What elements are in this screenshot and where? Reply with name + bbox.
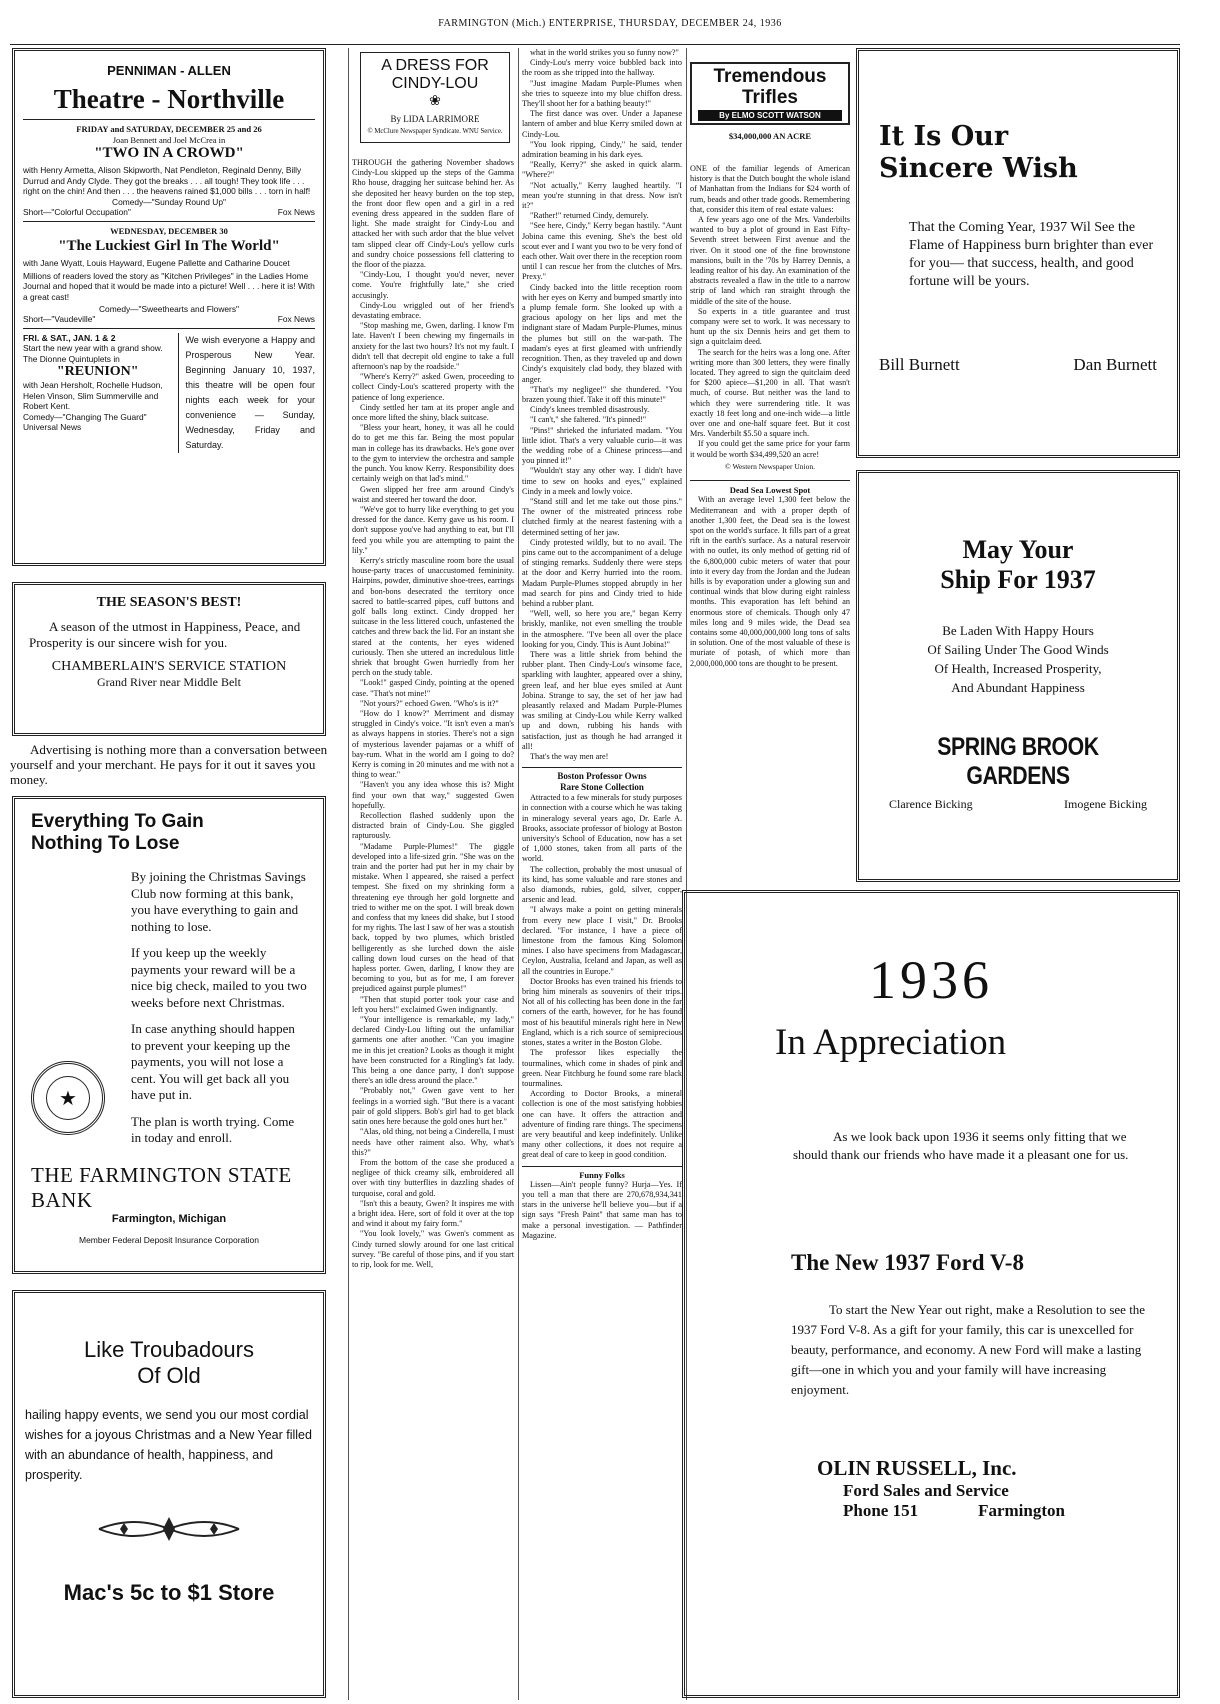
sec2-short-row <box>23 314 315 324</box>
story-paragraph: "Alas, old thing, not being a Cinderella, I must needs have other raiment also. Why, what's this?" <box>352 1127 514 1157</box>
story-paragraph: "Wouldn't stay any other way. I didn't have time to sew on hooks and eyes," explained Cindy in a meek and lowly voice. <box>522 466 682 496</box>
divider <box>522 767 682 768</box>
deadsea-title: Dead Sea Lowest Spot <box>729 485 811 496</box>
seasons-ad <box>12 582 326 736</box>
ford-year: 1936 <box>869 950 993 1010</box>
story-paragraph: "Stand still and let me take out those pins." The owner of the mistreated princess robe clutched firmly at the nearest fastening with a determined setting of her jaw. <box>522 496 682 537</box>
sec2-news: Fox News <box>277 314 315 324</box>
sec3 <box>23 333 315 453</box>
story-paragraph: THROUGH the gathering November shadows Cindy-Lou skipped up the steps of the Gamma Rho house, dragging her suitcase behind her. As she deposited her heavy burden on the top step, the front door flew open and a girl in a red evening dress appeared in the sudden flare of light. She made straight for Cindy-Lou and attacked her with such ardor that the blue velvet tam slipped clear off Cindy-Lou's yellow curls and sundry choice possessions fell clattering to the floor of the piazza. <box>352 158 514 270</box>
masthead-rule <box>10 44 1180 45</box>
story-paragraph: "That's my negligee!" she thundered. "You brazen young thief. Take it off this minute!" <box>522 384 682 404</box>
story-paragraph: "Well, well, so here you are," began Kerry briskly, manlike, not even smelling the trouble in the atmosphere. "I've been all over the place looking for you, Cindy. This is Aunt Jobina!" <box>522 609 682 649</box>
bank-p3-wrap <box>31 1021 307 1110</box>
story-paragraph: "Cindy-Lou, I thought you'd never, never come. You're frightfully late," she cried accusingly. <box>352 270 514 300</box>
story-paragraph: Cindy-Lou's merry voice bubbled back into the room as she tripped into the hallway. <box>522 58 682 78</box>
story-paragraph: "You look ripping, Cindy," he said, tender admiration beaming in his dark eyes. <box>522 139 682 160</box>
springbrook-owner1: Clarence Bicking <box>889 797 973 811</box>
masthead: FARMINGTON (Mich.) ENTERPRISE, THURSDAY, DECEMBER 24, 1936 <box>438 18 782 29</box>
springbrook-name: SPRING BROOK GARDENS <box>937 733 1099 790</box>
story-paragraph: "Bless your heart, honey, it was all he could do to get me this far. Being the most popular man in college has its drawbacks. He's gone over to the gym to interview the orchestra and sample the punch. You know Kerry. Responsibility does certainly weigh on that lad's mind." <box>352 423 514 484</box>
story-paragraph: From the bottom of the case she produced a negligee of thick creamy silk, embroidered all over with tiny butterflies in dazzling shades of turquoise, coral and gold. <box>352 1157 514 1198</box>
story-paragraph: The first dance was over. Under a Japanese lantern of amber and blue Kerry smiled down at Cindy-Lou. <box>522 109 682 139</box>
springbrook-line2: Of Sailing Under The Good Winds <box>927 642 1109 657</box>
trifles-paragraph: If you could get the same price for your farm it would be worth $34,499,520 an acre! <box>690 439 850 459</box>
story-paragraph: "Madame Purple-Plumes!" The giggle developed into a life-sized grin. "She was on the train and the porter had put her in my chair by mistake. When I appeared, she raised a perfect tempest. She fixed on my shrinking form a threatening eye through her gold lorgnette and tried to wither me on the spot. I will break down and confess that my knees did shake, but I stood for my rights. The last I saw of her was a stoutish back, topped by two plumes, which bristled belligerently as she lurched down the aisle calling down loud curses on the head of that hapless porter. Gwen, darling, I know they are becoming to you, but as for me, I am forever prejudiced against purple plumes!" <box>352 841 514 994</box>
story-paragraph: "Look!" gasped Cindy, pointing at the opened case. "That's not mine!" <box>352 678 514 698</box>
bank-p4: The plan is worth trying. Come in today and enroll. <box>131 1113 295 1145</box>
story-paragraph: "We've got to hurry like everything to get you dressed for the dance. Kerry gave us his room. I don't suppose you've had anything to eat, but I'll feed you while you are attempting to paint the lily." <box>352 504 514 555</box>
troubadours-body: hailing happy events, we send you our most cordial wishes for a joyous Christmas and a New Year filled with an abundance of health, happiness, and prosperity. <box>25 1408 312 1482</box>
story-paragraph: "Then that stupid porter took your case and left you hers!" exclaimed Gwen indignantly. <box>352 994 514 1014</box>
divider <box>23 221 315 222</box>
trifles-sub: $34,000,000 AN ACRE <box>728 131 812 141</box>
story-paragraph: "Where's Kerry?" asked Gwen, proceeding to collect Cindy-Lou's scattered property with the patience of long experience. <box>352 372 514 402</box>
boston-paragraph: The collection, probably the most unusual of its kind, has some valuable and rare stones and also diamonds, rubies, gold, silver, copper, arsenic and lead. <box>522 864 682 905</box>
sec3-divider <box>178 333 179 453</box>
divider <box>522 1166 682 1167</box>
ford-ad <box>682 890 1180 1698</box>
burnett-title1: It Is Our <box>879 121 1009 152</box>
burnett-name1: Bill Burnett <box>879 355 960 374</box>
fdic-seal-icon: ★ <box>31 1061 105 1135</box>
theatre-ad <box>12 48 326 566</box>
springbrook-owner2: Imogene Bicking <box>1064 797 1147 811</box>
funny-body: Lissen—Ain't people funny? Hurja—Yes. If you tell a man that there are 270,678,934,341 stars in the universe he'll believe you—but if a sign says "Fresh Paint" that same man has to make a personal investigation. — Pathfinder Magazine. <box>522 1179 682 1240</box>
column-rule <box>518 48 519 1700</box>
troubadours-ad <box>12 1290 326 1698</box>
sec3-news: Universal News <box>23 422 82 432</box>
seasons-address: Grand River near Middle Belt <box>97 675 241 689</box>
story-paragraph: "You look lovely," was Gwen's comment as Cindy turned slowly around for one last critical survey. "Be careful of those pins, and if you start to rip, look for me. Well, <box>352 1229 514 1269</box>
springbrook-line3: Of Health, Increased Prosperity, <box>934 661 1102 676</box>
sec2-body: Millions of readers loved the story as "Kitchen Privileges" in the Ladies Home Journal and hoped that it would be made into a picture! Well . . . here it is! With a great cast! <box>23 270 315 302</box>
sec3-date: FRI. & SAT., JAN. 1 & 2 <box>23 333 116 343</box>
boston-paragraph: "I always make a point on getting minerals from every new place I visit," Dr. Brooks declared. "For instance, I have a piece of limestone from the famous King Solomon mines. I also have specimens from Madagascar, Ceylon, Australia, Iceland and Japan, as well as all the countries in Europe." <box>522 905 682 976</box>
story-continued <box>522 48 682 762</box>
story-paragraph: There was a little shriek from behind the rubber plant. Then Cindy-Lou's winsome face, sparkling with laughter, appeared over a shiny, green leaf, and her blue eyes smiled at Aunt Jobina. Strange to say, the set of her jaw had pleasantly relaxed and Madam Purple-Plumes was smiling at Cindy-Lou while Kerry walked up and down, rubbing his hands with satisfaction, just as though he had arranged it all! <box>522 649 682 751</box>
ford-phone: Phone 151 <box>843 1501 919 1520</box>
sec2-comedy: Comedy—"Sweethearts and Flowers" <box>98 304 239 314</box>
story-paragraph: "Really, Kerry?" she asked in quick alarm. "Where?" <box>522 160 682 180</box>
ornament-icon <box>25 1511 313 1552</box>
bank-p1: By joining the Christmas Savings Club now forming at this bank, you have everything to gain and nothing to lose. <box>131 869 306 934</box>
bank-city: Farmington, Michigan <box>111 1212 227 1225</box>
trifles-paragraph: A few years ago one of the Mrs. Vanderbilts wanted to buy a plot of ground in East Fifty-Seventh street between First avenue and the river. On it stood one of the fine brownstone mansions, built in the '70s by Harrey Dennis, a leading realtor of his day. An examination of the abstracts revealed a flaw in the title to a narrow strip of land which ran straight through the middle of the site of the house. <box>690 215 850 306</box>
trifles-byline: By ELMO SCOTT WATSON <box>698 110 842 121</box>
theatre-top: PENNIMAN - ALLEN <box>107 63 231 78</box>
sec1-short-row <box>23 207 315 217</box>
sec2-title: "The Luckiest Girl In The World" <box>58 238 280 254</box>
advertising-note: Advertising is nothing more than a conversation between yourself and your merchant. He pays for it out it saves you money. <box>10 742 328 787</box>
sec3-cast: with Jean Hersholt, Rochelle Hudson, Helen Vinson, Slim Summerville and Robert Kent. <box>23 380 163 411</box>
column-2 <box>522 48 682 1698</box>
ford-city: Farmington <box>978 1501 1065 1520</box>
story-paragraph: Recollection flashed suddenly upon the distracted brain of Cindy-Lou. She giggled rapturously. <box>352 811 514 841</box>
story-paragraph: "I can't," she faltered. "It's pinned!" <box>530 415 647 425</box>
bank-name: THE FARMINGTON STATE BANK <box>31 1162 292 1212</box>
bank-title2: Nothing To Lose <box>31 833 180 854</box>
story-header <box>360 52 510 143</box>
sec1-date: FRIDAY and SATURDAY, DECEMBER 25 and 26 <box>76 124 262 134</box>
trifles-header <box>690 62 850 141</box>
ford-title: In Appreciation <box>775 1022 1007 1063</box>
story-paragraph: what in the world strikes you so funny now?" <box>530 48 679 57</box>
bank-p3: In case anything should happen to prevent your keeping up the payments, you will not lose a cent. You will get back all you have put in. <box>131 1021 295 1102</box>
divider <box>23 328 315 329</box>
sec3-left <box>23 333 172 453</box>
story-paragraph: "See here, Cindy," Kerry began hastily. "Aunt Jobina came this evening. She's the best old scout ever and I want you two to be very fond of each other. Wait over there in the reception room until I can rescue her from the clutches of Mrs. Prexy." <box>522 221 682 282</box>
trifles-union: © Western Newspaper Union. <box>725 461 815 471</box>
boston-article <box>522 793 682 1160</box>
burnett-name2: Dan Burnett <box>1073 355 1157 374</box>
boston-paragraph: Attracted to a few minerals for study purposes in connection with a course which he was taking in mineralogy several years ago, Dr. Earle A. Brooks, associate professor of biology at Boston university's School of Education, now has a set of 1,000 stones, taken from all parts of the world. <box>522 793 682 864</box>
burnett-names <box>879 355 1157 375</box>
springbrook-title1: May Your <box>962 535 1074 564</box>
trifles-title2: Trifles <box>742 87 798 108</box>
story-paragraph: "Stop mashing me, Gwen, darling. I know I'm late. Haven't I been chewing my fingernails in anxiety for the last two hours? It's not my fault. I didn't tell that decrepit old engine to take a full afternoon's nap by the roadside." <box>352 321 514 372</box>
story-paragraph: "Your intelligence is remarkable, my lady," declared Cindy-Lou lifting out the unfamiliar garments one after another. "Can you imagine me in this jet creation? Looks as though it might have been constructed for a Ringling's fat lady. This being a one dance party, I don't suppose there's an idle dress around the place." <box>352 1015 514 1086</box>
sec1-body: with Henry Armetta, Alison Skipworth, Nat Pendleton, Reginald Denny, Billy Durrud and Andy Clyde. They got the breaks . . . all tough! They took life . . . right on the chin! And then . . . the heavens rained $1,000 bills . . . torn in half! <box>23 165 311 196</box>
story-paragraph: "Not yours?" echoed Gwen. "Who's is it?" <box>360 698 499 708</box>
boston-paragraph: According to Doctor Brooks, a mineral collection is one of the most satisfying hobbies one can have. It offers the attraction and adventure of finding rare things. The specimens are very beautiful and keep indefinitely. Unlike many other collections, it does not require a great deal of care to keep in good condition. <box>522 1089 682 1160</box>
trifles-paragraph: So experts in a title guarantee and trust company were set to work. It was necessary to hunt up the six Dennis heirs and get them to sign a quitclaim deed. <box>690 306 850 347</box>
story-title-box <box>360 52 510 143</box>
story-paragraph: Kerry's strictly masculine room bore the usual house-party traces of unaccustomed femininity. Hairpins, powder, diminutive shoe-trees, earrings and bon-bons desecrated the territory once sacred to battle-scarred pipes, cuff buttons and golf balls long extinct. Cindy dropped her suitcase in the less littered couch, unfastened the catches and threw back the lid. For an instant she stared at the contents, her eyes widened curiously. Then she uttered an incredulous little shriek that brought Gwen hurriedly from her perch on the study table. <box>352 555 514 678</box>
story-paragraph: "Rather!" returned Cindy, demurely. <box>530 211 649 221</box>
story-paragraph: Cindy protested wildly, but to no avail. The pins came out to the accompaniment of a deluge of stinging remarks. Suddenly there were steps at the door and Kerry hurried into the room. Madam Purple-Plumes stopped abruptly in her mad search for pins and Cindy tried to hide behind a rubber plant. <box>522 537 682 608</box>
story-title2: CINDY-LOU <box>391 75 479 92</box>
sec1-comedy: Comedy—"Sunday Round Up" <box>112 196 226 207</box>
story-paragraph: "How do I know?" Merriment and dismay struggled in Cindy's voice. "It isn't even a man's as always happens in stories. There's not a sign of mysterious lavender pajamas or a whiff of bay-rum. What in the world am I going to do? Kerry is coming in 20 minutes and me with not a thing to wear." <box>352 708 514 780</box>
story-paragraph: Cindy-Lou wriggled out of her friend's devastating embrace. <box>352 300 514 321</box>
deadsea-body: With an average level 1,300 feet below the Mediterranean and with a proper depth of another 1,300 feet, the Dead sea is the lowest spot on the world's surface. It fills part of a great rift in the earth's surface. As a natural reservoir with no outlet, its only method of getting rid of the 6,800,000 cubic meters of water that pour into it every day from the Jordan and the Judean hills is by evaporation under a glowing sun and continual winds that blow during eight rainless months. This evaporation has left behind an enormous store of chemicals. Though only 47 miles long and 9 miles wide, the Dead sea contains some 40,000,000,000 long tons of salts in solution. One of the most valuable of these is muriate of potash, of which more than 2,000,000,000 tons are thought to be present. <box>690 495 850 668</box>
ford-dealer: OLIN RUSSELL, Inc. <box>817 1456 1017 1480</box>
trifles-paragraph: The search for the heirs was a long one. After writing more than 300 letters, they were finally located. They agreed to sign the quitclaim deed for $200 apiece—$1,200 in all. That wasn't much, of course. But neither was the land to which they were surrendering title. It was exactly 18 feet long and one-inch wide—a little over one and one-half square feet. But it cost Mrs. Vanderbilt $5.50 a square inch. <box>690 347 850 439</box>
story-paragraph: "Not actually," Kerry laughed heartily. "I mean you're stunning in that dress. Now isn't it?" <box>522 180 682 211</box>
story-title1: A DRESS FOR <box>381 57 489 74</box>
trifles-title-box <box>690 62 850 125</box>
story-paragraph: "Probably not," Gwen gave vent to her feelings in a worried sigh. "But there is a vacant pair of gold slippers. Bob's girl had to get black satin ones here because the gold ones hurt her." <box>352 1086 514 1127</box>
sec1-title: "TWO IN A CROWD" <box>94 145 244 161</box>
boston-title2: Rare Stone Collection <box>560 782 644 793</box>
springbrook-owners <box>871 797 1165 812</box>
story-ornament-icon: ❀ <box>429 94 441 109</box>
sec3-comedy-row <box>23 412 172 433</box>
troubadours-store: Mac's 5c to $1 Store <box>63 1580 275 1605</box>
story-byline: By LIDA LARRIMORE <box>390 114 480 124</box>
bank-title1: Everything To Gain <box>31 811 204 832</box>
boston-title1: Boston Professor Owns <box>557 771 647 782</box>
burnett-body: That the Coming Year, 1937 Wil See the Flame of Happiness burn brighter than ever for you— that success, health, and good fortune will be yours. <box>909 220 1154 289</box>
springbrook-ad <box>856 470 1180 882</box>
burnett-ad <box>856 48 1180 458</box>
sec2-short: Short—"Vaudeville" <box>23 314 96 324</box>
story-paragraph: "Pins!" shrieked the infuriated madam. "You little idiot. That's a very valuable curio—it was the wedding robe of a Chinese princess—and you pinned it!" <box>522 425 682 466</box>
story-copyright: © McClure Newspaper Syndicate. WNU Service. <box>367 128 503 135</box>
story-paragraph: Cindy backed into the little reception room with her eyes on Kerry and bumped smartly into a plump female form. She looked up with a gracious apology on her lips and met the indignant stare of Madam Purple-Plumes, minus the plumes but still on the war-path. The madam's eyes at first gleamed with unfriendly recognition. Then, as they traveled up and down Cindy's exquisitely clad body, they blazed with anger. <box>522 282 682 384</box>
bank-ad <box>12 796 326 1274</box>
seasons-title: THE SEASON'S BEST! <box>96 595 242 610</box>
ford-model: The New 1937 Ford V-8 <box>791 1250 1024 1275</box>
funny-title: Funny Folks <box>579 1169 625 1180</box>
boston-paragraph: Doctor Brooks has even trained his friends to bring him minerals as souvenirs of their trips. Not all of his collecting has been done in the far corners of the earth, however, for he has found most of his beautiful minerals right here in New England, which is a rich source of semiprecious stones, states a writer in the Boston Globe. <box>522 976 682 1048</box>
bank-member: Member Federal Deposit Insurance Corporation <box>78 1234 259 1245</box>
sec1-news: Fox News <box>277 206 315 217</box>
seasons-name: CHAMBERLAIN'S SERVICE STATION <box>51 659 287 674</box>
seasons-body: A season of the utmost in Happiness, Peace, and Prosperity is our sincere wish for you. <box>29 619 301 650</box>
trifles-article <box>690 164 850 460</box>
sec3-comedy: Comedy—"Changing The Guard" <box>23 411 147 422</box>
story-paragraph: "Just imagine Madam Purple-Plumes when she tries to squeeze into my blue chiffon dress. They'll shoot her for a bathing beauty!" <box>522 78 682 109</box>
sec3-right: We wish everyone a Happy and Prosperous New Year. Beginning January 10, 1937, this theatre will be open four nights each week for your convenience — Sunday, Wednesday, Friday and Saturday. <box>185 335 315 450</box>
springbrook-title2: Ship For 1937 <box>940 565 1096 594</box>
sec1-short: Short—"Colorful Occupation" <box>23 206 131 217</box>
springbrook-line1: Be Laden With Happy Hours <box>942 623 1094 638</box>
springbrook-line4: And Abundant Happiness <box>951 680 1085 695</box>
ford-pitch: To start the New Year out right, make a Resolution to see the 1937 Ford V-8. As a gift for your family, this car is unexcelled for beauty, performance, and economy. A new Ford will make a lasting gift—one in which you and your family will have increasing enjoyment. <box>791 1302 1146 1397</box>
divider <box>23 119 315 120</box>
story-paragraph: "Isn't this a beauty, Gwen? It inspires me with a bright idea. Here, sort of fold it over at the top and wind it about my fairy form." <box>352 1198 514 1229</box>
story-paragraph: Gwen slipped her free arm around Cindy's waist and steered her toward the door. <box>352 484 514 504</box>
trifles-title1: Tremendous <box>713 66 827 87</box>
story-column-1 <box>352 158 514 1698</box>
bank-p2: If you keep up the weekly payments your reward will be a nice big check, mailed to you two weeks before next Christmas. <box>131 945 307 1010</box>
sec3-title: "REUNION" <box>56 364 139 379</box>
ford-body: As we look back upon 1936 it seems only fitting that we should thank our friends who have made it a pleasant one for us. <box>793 1129 1129 1162</box>
column-rule <box>348 48 349 1700</box>
troubadours-title1: Like Troubadours <box>84 1337 254 1362</box>
burnett-title2: Sincere Wish <box>879 153 1078 184</box>
ford-contact <box>843 1501 1147 1521</box>
story-paragraph: Cindy's knees trembled disastrously. <box>530 405 650 415</box>
sec3-body: Start the new year with a grand show. The Dionne Quintuplets in <box>23 343 163 364</box>
sec2-date: WEDNESDAY, DECEMBER 30 <box>110 225 228 236</box>
ford-service: Ford Sales and Service <box>843 1481 1009 1500</box>
boston-paragraph: The professor likes especially the tourmalines, which come in shades of pink and green. Near Fitchburg he found some rare black tourmalines. <box>522 1048 682 1088</box>
theatre-name: Theatre - Northville <box>53 84 285 114</box>
divider <box>690 480 850 481</box>
sec2-cast: with Jane Wyatt, Louis Hayward, Eugene Pallette and Catharine Doucet <box>23 258 290 268</box>
story-paragraph: "Haven't you any idea whose this is? Might find your own that way," suggested Gwen hopefully. <box>352 780 514 810</box>
trifles-paragraph: ONE of the familiar legends of American history is that the Dutch bought the whole island of Manhattan from the Indians for $24 worth of rum, beads and other trade goods. Remembering that, consider this item of real estate values: <box>690 164 850 214</box>
story-paragraph: Cindy settled her tam at its proper angle and once more lifted the shiny, black suitcase. <box>352 402 514 423</box>
sec1-stars: Joan Bennett and Joel McCrea in <box>112 134 226 145</box>
troubadours-title2: Of Old <box>137 1363 201 1388</box>
story-paragraph: That's the way men are! <box>530 752 609 762</box>
